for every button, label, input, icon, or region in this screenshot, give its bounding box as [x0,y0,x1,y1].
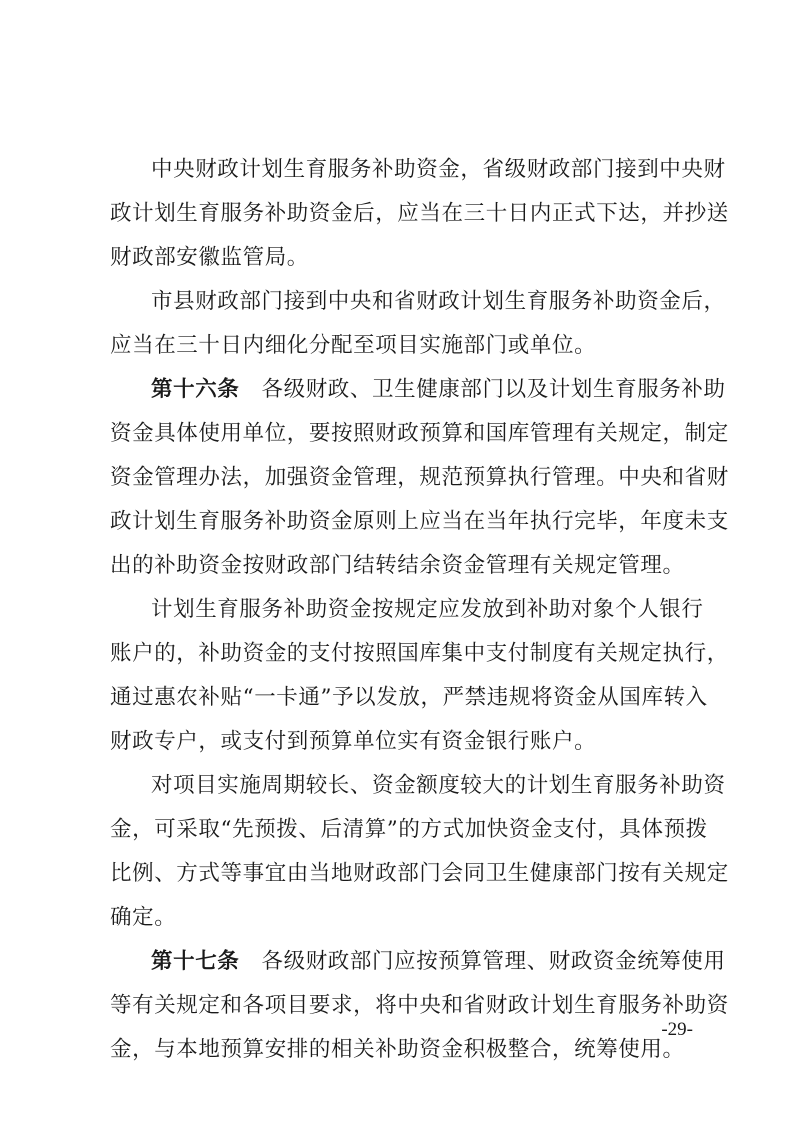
paragraph-line: 政计划生育服务补助资金原则上应当在当年执行完毕，年度未支 [110,509,729,534]
article-seventeen-line [151,948,726,976]
paragraph-line: 计划生育服务补助资金按规定应发放到补助对象个人银行 [151,597,704,622]
paragraph-line: 账户的，补助资金的支付按照国库集中支付制度有关规定执行， [110,641,729,666]
paragraph-line: 资金管理办法，加强资金管理，规范预算执行管理。中央和省财 [110,465,729,490]
paragraph-line: 对项目实施周期较长、资金额度较大的计划生育服务补助资 [151,773,726,798]
page-number: -29- [661,1019,693,1040]
paragraph-line: 金，与本地预算安排的相关补助资金积极整合，统筹使用。 [110,1037,685,1062]
paragraph-line: 确定。 [110,905,177,930]
paragraph-line: 财政部安徽监管局。 [110,245,309,270]
paragraph-line: 比例、方式等事宜由当地财政部门会同卫生健康部门按有关规定 [110,861,729,886]
paragraph-line: 资金具体使用单位，要按照财政预算和国库管理有关规定，制定 [110,421,729,446]
paragraph-line: 市县财政部门接到中央和省财政计划生育服务补助资金后， [151,289,726,314]
paragraph-line: 财政专户，或支付到预算单位实有资金银行账户。 [110,729,597,754]
paragraph-line: 应当在三十日内细化分配至项目实施部门或单位。 [110,333,597,358]
paragraph-line: 等有关规定和各项目要求，将中央和省财政计划生育服务补助资 [110,993,729,1018]
article-text: 各级财政部门应按预算管理、财政资金统筹使用 [239,949,726,974]
article-heading: 第十七条 [151,949,240,974]
paragraph-line: 政计划生育服务补助资金后，应当在三十日内正式下达，并抄送 [110,201,729,226]
article-text: 各级财政、卫生健康部门以及计划生育服务补助 [239,377,726,402]
paragraph-line: 出的补助资金按财政部门结转结余资金管理有关规定管理。 [110,553,685,578]
paragraph-line: 通过惠农补贴“一卡通”予以发放，严禁违规将资金从国库转入 [110,685,708,710]
paragraph-line: 金，可采取“先预拨、后清算”的方式加快资金支付，具体预拨 [110,817,708,842]
article-heading: 第十六条 [151,377,240,402]
article-sixteen-line [151,376,726,404]
paragraph-line: 中央财政计划生育服务补助资金，省级财政部门接到中央财 [151,157,726,182]
